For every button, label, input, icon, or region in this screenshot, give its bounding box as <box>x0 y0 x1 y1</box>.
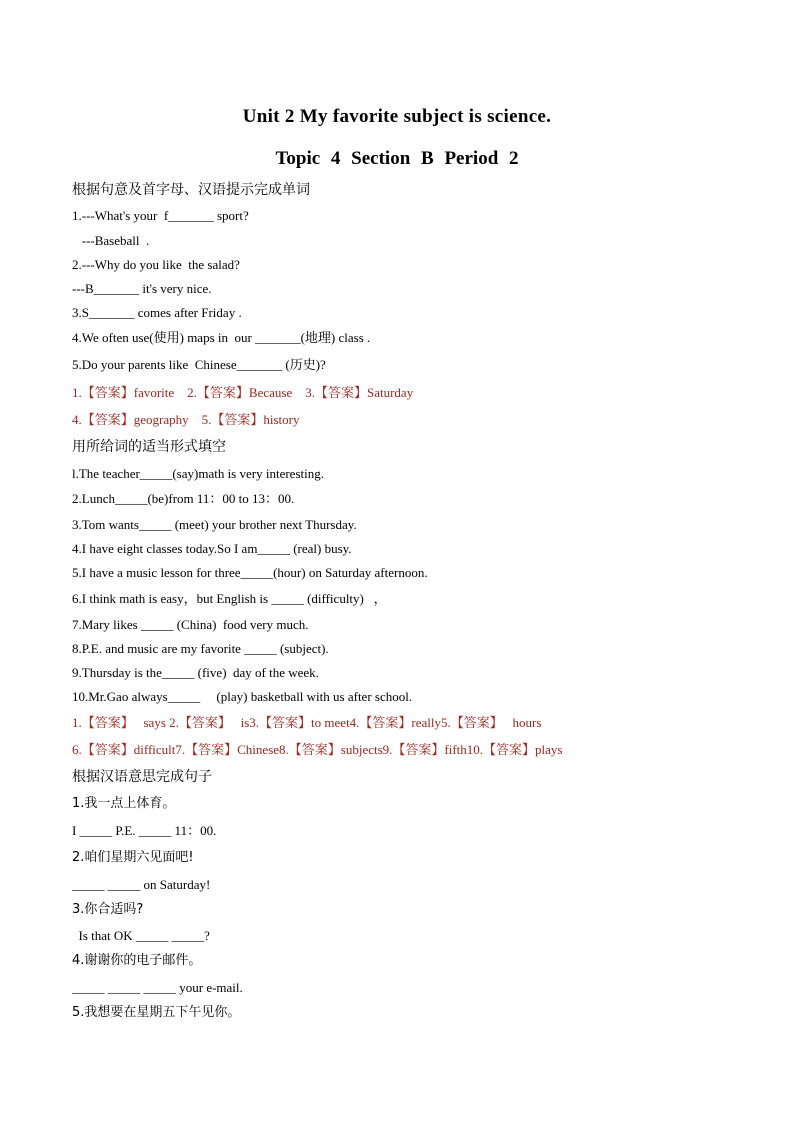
section3-question-4-english: _____ _____ _____ your e-mail. <box>72 980 243 995</box>
section3-question-4-chinese: 4.谢谢你的电子邮件。 <box>72 953 202 968</box>
section3-question-1-chinese: 1.我一点上体育。 <box>72 796 176 811</box>
section3-heading: 根据汉语意思完成句子 <box>72 769 212 785</box>
section2-question-2: 2.Lunch_____(be)from 11：00 to 13：00. <box>72 491 295 506</box>
section2-question-6: 6.I think math is easy，but English is _____ (difficulty) ， <box>72 591 387 606</box>
section3-question-3-chinese: 3.你合适吗? <box>72 902 144 917</box>
section2-question-3: 3.Tom wants_____ (meet) your brother next Thursday. <box>72 517 357 532</box>
section1-question-1a: 1.---What's your f_______ sport? <box>72 208 249 223</box>
section1-answers-1: 1.【答案】favorite 2.【答案】Because 3.【答案】Saturday <box>72 385 414 400</box>
section3-question-2-english: _____ _____ on Saturday! <box>72 877 211 892</box>
section1-answers-2: 4.【答案】geography 5.【答案】history <box>72 412 300 427</box>
section2-question-5: 5.I have a music lesson for three_____(hour) on Saturday afternoon. <box>72 565 428 580</box>
section2-answers-2: 6.【答案】difficult7.【答案】Chinese8.【答案】subjects9.【答案】fifth10.【答案】plays <box>72 742 563 757</box>
section2-question-1: l.The teacher_____(say)math is very interesting. <box>72 466 324 481</box>
section1-question-4: 4.We often use(使用) maps in our _______(地理) class . <box>72 330 371 345</box>
section2-answers-1: 1.【答案】 says 2.【答案】 is3.【答案】to meet4.【答案】really5.【答案】 hours <box>72 715 542 730</box>
section1-heading: 根据句意及首字母、汉语提示完成单词 <box>72 182 310 198</box>
section1-question-5: 5.Do your parents like Chinese_______ (历史)? <box>72 357 326 372</box>
section1-question-3: 3.S_______ comes after Friday . <box>72 305 242 320</box>
section3-question-2-chinese: 2.咱们星期六见面吧! <box>72 850 194 865</box>
section3-question-3-english: Is that OK _____ _____? <box>72 928 210 943</box>
page-title: Unit 2 My favorite subject is science. <box>242 106 552 127</box>
section2-question-8: 8.P.E. and music are my favorite _____ (subject). <box>72 641 329 656</box>
page-subtitle: Topic 4 Section B Period 2 <box>275 148 519 169</box>
section3-question-1-english: I _____ P.E. _____ 11：00. <box>72 823 217 838</box>
section2-heading: 用所给词的适当形式填空 <box>72 439 226 455</box>
section2-question-10: 10.Mr.Gao always_____ (play) basketball with us after school. <box>72 689 413 704</box>
section3-question-5-chinese: 5.我想要在星期五下午见你。 <box>72 1005 241 1020</box>
section2-question-4: 4.I have eight classes today.So I am_____ (real) busy. <box>72 541 352 556</box>
section1-question-2a: 2.---Why do you like the salad? <box>72 257 240 272</box>
section1-question-2b: ---B_______ it's very nice. <box>72 281 212 296</box>
section2-question-9: 9.Thursday is the_____ (five) day of the week. <box>72 665 319 680</box>
section2-question-7: 7.Mary likes _____ (China) food very much. <box>72 617 309 632</box>
section1-question-1b: ---Baseball . <box>72 233 150 248</box>
